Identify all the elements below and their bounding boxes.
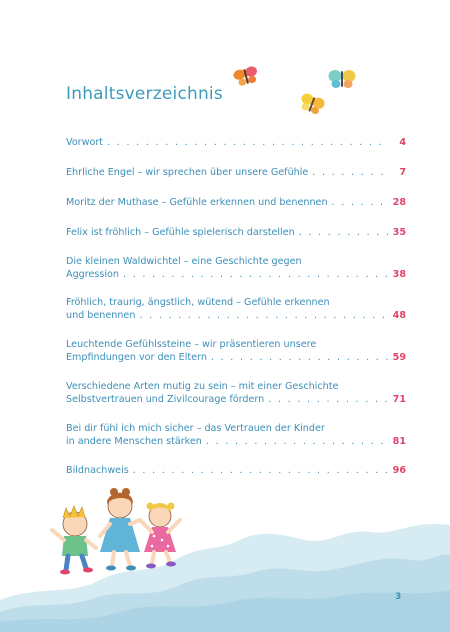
entry-title-line-2: Selbstvertrauen und Zivilcourage fördern: [66, 394, 265, 405]
entry-title: Vorwort: [66, 137, 104, 148]
entry-page-number: 96: [392, 465, 406, 476]
dot-leader: [139, 309, 388, 322]
toc-entry-vertrauen[interactable]: [66, 422, 406, 448]
toc-entry-moritz-der-muthase[interactable]: [66, 196, 406, 209]
child-right: [140, 503, 180, 569]
entry-title-line-1: Fröhlich, traurig, ängstlich, wütend – Gefühle erkennen: [66, 297, 330, 308]
children-illustration: [52, 488, 180, 575]
entry-page-number: 48: [392, 310, 406, 321]
toc-entry-gefuehlssteine[interactable]: [66, 338, 406, 364]
entry-page-number: 38: [392, 269, 406, 280]
butterfly-yellow-icon: [298, 92, 326, 116]
entry-title-line-2: Aggression: [66, 269, 119, 280]
entry-title: Felix ist fröhlich – Gefühle spielerisch darstellen: [66, 227, 295, 238]
butterfly-orange-icon: [232, 65, 259, 87]
child-middle: [100, 488, 140, 571]
toc-entry-mutig-sein[interactable]: [66, 380, 406, 406]
entry-title-line-1: Leuchtende Gefühlssteine – wir präsentieren unsere: [66, 339, 317, 350]
entry-page-number: 4: [399, 137, 406, 148]
page-title: Inhaltsverzeichnis: [66, 84, 223, 104]
entry-title-line-2: in andere Menschen stärken: [66, 436, 202, 447]
butterfly-teal-icon: [329, 70, 356, 88]
dot-leader: [268, 393, 388, 406]
entry-page-number: 71: [392, 394, 406, 405]
toc-entry-bildnachweis[interactable]: [66, 464, 406, 477]
entry-page-number: 35: [392, 227, 406, 238]
dot-leader: [312, 166, 388, 179]
entry-page-number: 59: [392, 352, 406, 363]
entry-title: Bildnachweis: [66, 465, 129, 476]
toc-entry-gefuehle-erkennen[interactable]: [66, 296, 406, 322]
dot-leader: [133, 464, 388, 477]
toc-entry-felix-ist-froehlich[interactable]: [66, 226, 406, 239]
dot-leader: [107, 136, 388, 149]
entry-page-number: 7: [399, 167, 406, 178]
entry-title-line-2: Empfindungen vor den Eltern: [66, 352, 207, 363]
dot-leader: [206, 435, 388, 448]
page-number: 3: [395, 592, 402, 602]
entry-title-line-2: und benennen: [66, 310, 136, 321]
entry-title: Moritz der Muthase – Gefühle erkennen und benennen: [66, 197, 328, 208]
entry-page-number: 81: [392, 436, 406, 447]
toc-entry-ehrliche-engel[interactable]: [66, 166, 406, 179]
entry-title-line-1: Verschiedene Arten mutig zu sein – mit einer Geschichte: [66, 381, 339, 392]
toc-entry-waldwichtel[interactable]: [66, 255, 406, 281]
child-left: [52, 506, 96, 575]
dot-leader: [123, 268, 388, 281]
toc-entry-vorwort[interactable]: [66, 136, 406, 149]
entry-title-line-1: Bei dir fühl ich mich sicher – das Vertrauen der Kinder: [66, 423, 325, 434]
entry-title-line-1: Die kleinen Waldwichtel – eine Geschichte gegen: [66, 256, 302, 267]
dot-leader: [211, 351, 388, 364]
entry-page-number: 28: [392, 197, 406, 208]
dot-leader: [299, 226, 388, 239]
dot-leader: [332, 196, 388, 209]
entry-title: Ehrliche Engel – wir sprechen über unsere Gefühle: [66, 167, 309, 178]
